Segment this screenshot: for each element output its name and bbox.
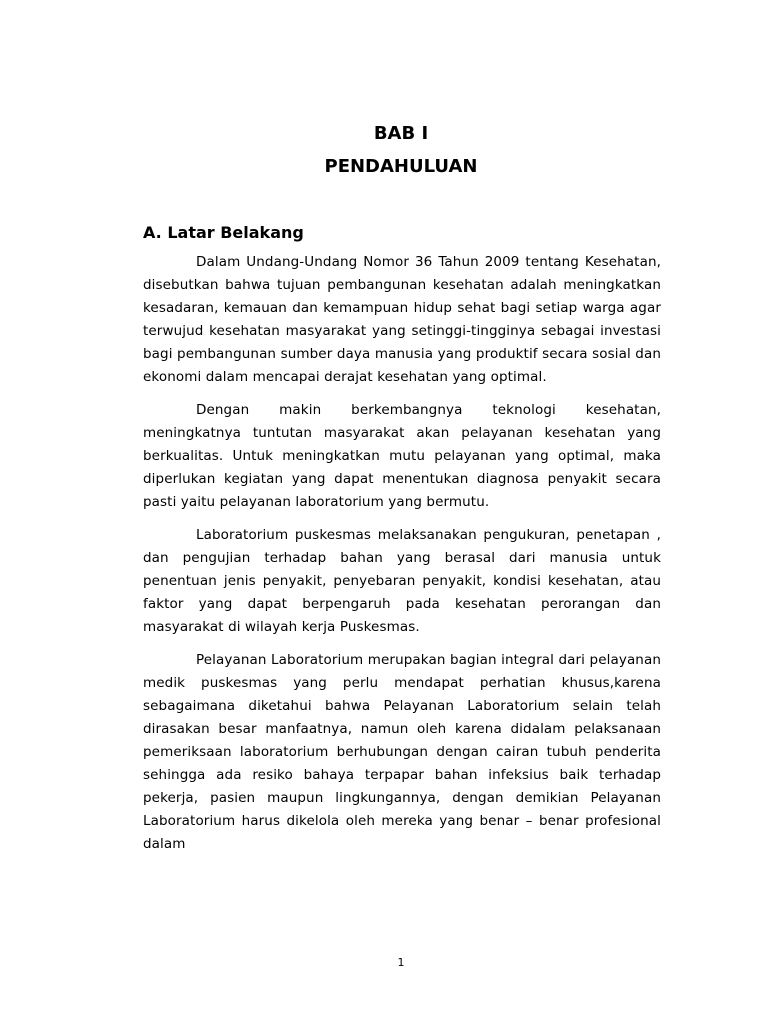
paragraph-4: Pelayanan Laboratorium merupakan bagian integral dari pelayanan medik puskesmas yang perlu mendapat perhatian khusus,karena sebagaimana diketahui bahwa Pelayanan Laboratorium selain telah dirasakan besar manfaatnya, namun oleh karena didalam pelaksanaan pemeriksaan laboratorium berhubungan dengan cairan tubuh penderita sehingga ada resiko bahaya terpapar bahan infeksius baik terhadap pekerja, pasien maupun lingkungannya, dengan demikian Pelayanan Laboratorium harus dikelola oleh mereka yang benar – benar profesional dalam xyxy=(143,652,661,852)
section-heading: A. Latar Belakang xyxy=(143,223,304,242)
paragraph-3: Laboratorium puskesmas melaksanakan pengukuran, penetapan , dan pengujian terhadap bahan yang berasal dari manusia untuk penentuan jenis penyakit, penyebaran penyakit, kondisi kesehatan, atau faktor yang dapat berpengaruh pada kesehatan perorangan dan masyarakat di wilayah kerja Puskesmas. xyxy=(143,527,661,635)
chapter-title: PENDAHULUAN xyxy=(324,156,478,177)
document-body xyxy=(143,251,661,866)
page-number: 1 xyxy=(397,956,405,969)
paragraph-2: Dengan makin berkembangnya teknologi kesehatan, meningkatnya tuntutan masyarakat akan pelayanan kesehatan yang berkualitas. Untuk meningkatkan mutu pelayanan yang optimal, maka diperlukan kegiatan yang dapat menentukan diagnosa penyakit secara pasti yaitu pelayanan laboratorium yang bermutu. xyxy=(143,402,661,510)
paragraph-1: Dalam Undang-Undang Nomor 36 Tahun 2009 tentang Kesehatan, disebutkan bahwa tujuan pembangunan kesehatan adalah meningkatkan kesadaran, kemauan dan kemampuan hidup sehat bagi setiap warga agar terwujud kesehatan masyarakat yang setinggi-tingginya sebagai investasi bagi pembangunan sumber daya manusia yang produktif secara sosial dan ekonomi dalam mencapai derajat kesehatan yang optimal. xyxy=(143,254,661,385)
chapter-number: BAB I xyxy=(373,123,429,144)
